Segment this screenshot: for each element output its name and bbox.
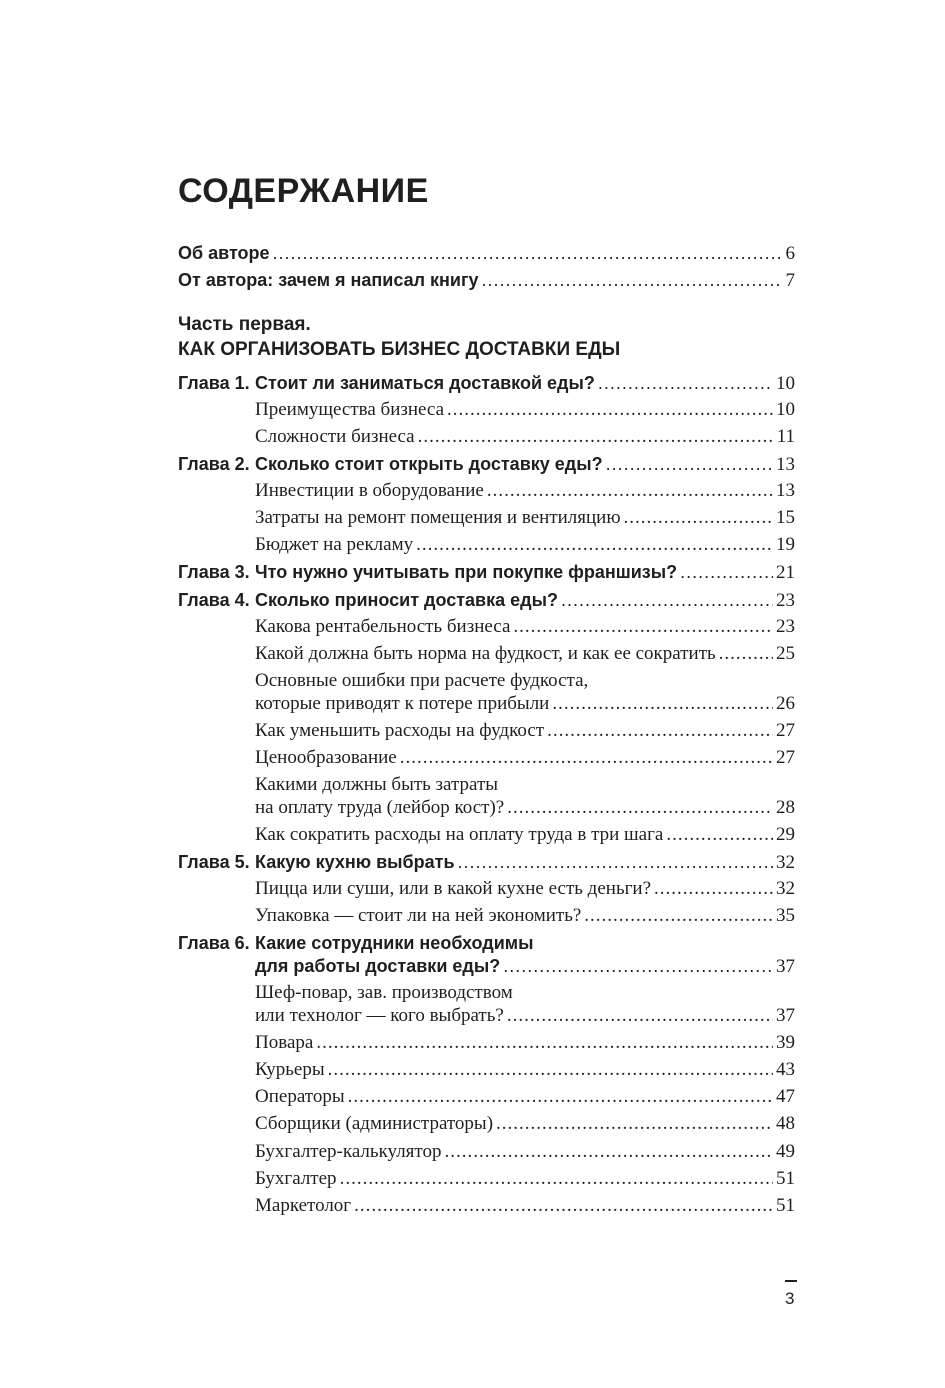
chapter-number: Глава 6. <box>178 933 250 953</box>
dot-leader <box>400 746 773 770</box>
section-title: Повара <box>255 1032 314 1053</box>
toc-entry-title: Об авторе <box>178 243 270 263</box>
part-title: КАК ОРГАНИЗОВАТЬ БИЗНЕС ДОСТАВКИ ЕДЫ <box>178 339 621 360</box>
section-title: Какова рентабельность бизнеса <box>255 616 511 637</box>
dot-leader <box>328 1058 773 1082</box>
section-title: или технолог — кого выбрать? <box>255 1005 504 1026</box>
section-title: Пицца или суши, или в какой кухне есть деньги? <box>255 878 652 899</box>
toc-page-number: 13 <box>776 480 795 501</box>
dot-leader <box>273 241 783 265</box>
page-number-dash <box>785 1280 797 1282</box>
toc-section[interactable] <box>178 1167 795 1191</box>
dot-leader <box>487 479 773 503</box>
chapter-number: Глава 4. <box>178 590 250 610</box>
page-number: 3 <box>785 1289 795 1308</box>
dot-leader <box>552 692 773 716</box>
toc-section[interactable] <box>178 823 795 847</box>
toc-section[interactable] <box>178 1112 795 1136</box>
dot-leader <box>482 268 783 292</box>
toc-section[interactable] <box>178 1085 795 1109</box>
section-title: Затраты на ремонт помещения и вентиляцию <box>255 507 621 528</box>
section-title-line1: Какими должны быть затраты <box>255 774 499 795</box>
section-title: Бюджет на рекламу <box>255 534 414 555</box>
dot-leader <box>606 452 773 476</box>
dot-leader <box>507 796 773 820</box>
section-title: Упаковка — стоит ли на ней экономить? <box>255 905 582 926</box>
dot-leader <box>561 588 773 612</box>
section-title: Маркетолог <box>255 1195 352 1216</box>
section-title: на оплату труда (лейбор кост)? <box>255 797 505 818</box>
toc-section[interactable] <box>178 1194 795 1218</box>
toc-entry-from-author[interactable] <box>178 268 795 293</box>
dot-leader <box>348 1085 773 1109</box>
toc-section[interactable] <box>178 533 795 557</box>
toc-section[interactable] <box>178 904 795 928</box>
toc-page-number: 7 <box>785 270 795 291</box>
toc-section[interactable] <box>178 1031 795 1055</box>
section-title: Как уменьшить расходы на фудкост <box>255 720 545 741</box>
section-title: Какой должна быть норма на фудкост, и как ее сократить <box>255 643 716 664</box>
dot-leader <box>624 506 773 530</box>
dot-leader <box>316 1031 773 1055</box>
toc-section[interactable] <box>178 425 795 449</box>
section-title: Курьеры <box>255 1059 325 1080</box>
dot-leader <box>547 719 773 743</box>
toc-section[interactable] <box>178 506 795 530</box>
toc-section[interactable] <box>178 642 795 666</box>
toc-section[interactable] <box>178 479 795 503</box>
section-title: Преимущества бизнеса <box>255 399 445 420</box>
toc-page-number: 43 <box>776 1059 795 1080</box>
toc-section[interactable] <box>178 796 795 820</box>
dot-leader <box>507 1004 773 1028</box>
section-title: Сложности бизнеса <box>255 426 415 447</box>
toc-page-number: 13 <box>776 454 795 475</box>
dot-leader <box>503 954 773 978</box>
toc-page-number: 32 <box>776 878 795 899</box>
toc-section[interactable] <box>178 1140 795 1164</box>
toc-page-number: 39 <box>776 1032 795 1053</box>
toc-chapter-4[interactable] <box>178 588 795 613</box>
toc-page-number: 6 <box>785 243 795 264</box>
toc-page-number: 26 <box>776 693 795 714</box>
toc-page-number: 29 <box>776 824 795 845</box>
dot-leader <box>584 904 773 928</box>
toc-section[interactable] <box>178 877 795 901</box>
toc-page-number: 35 <box>776 905 795 926</box>
toc-page-number: 21 <box>776 562 795 583</box>
dot-leader <box>354 1194 773 1218</box>
toc-chapter-6[interactable] <box>178 954 795 979</box>
toc-section[interactable] <box>178 615 795 639</box>
section-title: Бухгалтер-калькулятор <box>255 1141 442 1162</box>
part-label: Часть первая. <box>178 314 311 335</box>
dot-leader <box>340 1167 773 1191</box>
dot-leader <box>447 398 773 422</box>
toc-chapter-2[interactable] <box>178 452 795 477</box>
chapter-title: Что нужно учитывать при покупке франшизы? <box>255 562 678 582</box>
dot-leader <box>666 823 773 847</box>
toc-page-number: 10 <box>776 399 795 420</box>
dot-leader <box>680 560 773 584</box>
toc-chapter-5[interactable] <box>178 850 795 875</box>
section-title: Операторы <box>255 1086 345 1107</box>
page-title: СОДЕРЖАНИЕ <box>178 172 429 210</box>
toc-section[interactable] <box>178 1004 795 1028</box>
section-title: Инвестиции в оборудование <box>255 480 484 501</box>
chapter-number: Глава 1. <box>178 373 250 393</box>
toc-page-number: 19 <box>776 534 795 555</box>
toc-chapter-6-line1[interactable] <box>178 931 795 955</box>
section-title: Ценообразование <box>255 747 397 768</box>
chapter-title: Какую кухню выбрать <box>255 852 455 872</box>
toc-page-number: 51 <box>776 1168 795 1189</box>
toc-page-number: 48 <box>776 1113 795 1134</box>
chapter-title: Стоит ли заниматься доставкой еды? <box>255 373 595 393</box>
toc-page-number: 27 <box>776 747 795 768</box>
dot-leader <box>719 642 773 666</box>
toc-page-number: 15 <box>776 507 795 528</box>
toc-page-number: 25 <box>776 643 795 664</box>
toc-page-number: 51 <box>776 1195 795 1216</box>
dot-leader <box>458 850 773 874</box>
toc-section[interactable] <box>178 692 795 716</box>
toc-section[interactable] <box>178 398 795 422</box>
dot-leader <box>513 615 773 639</box>
toc-chapter-3[interactable] <box>178 560 795 585</box>
toc-page-number: 47 <box>776 1086 795 1107</box>
section-title-line1: Основные ошибки при расчете фудкоста, <box>255 670 589 691</box>
toc-page-number: 10 <box>776 373 795 394</box>
section-title: которые приводят к потере прибыли <box>255 693 550 714</box>
toc-page-number: 23 <box>776 590 795 611</box>
toc-page-number: 37 <box>776 1005 795 1026</box>
chapter-number: Глава 2. <box>178 454 250 474</box>
section-title: Сборщики (администраторы) <box>255 1113 494 1134</box>
dot-leader <box>416 533 773 557</box>
toc-chapter-1[interactable] <box>178 371 795 396</box>
toc-section[interactable] <box>178 1058 795 1082</box>
toc-page-number: 28 <box>776 797 795 818</box>
toc-entry-about-author[interactable] <box>178 241 795 266</box>
chapter-title-line1: Какие сотрудники необходимы <box>255 933 534 953</box>
dot-leader <box>496 1112 773 1136</box>
toc-page-number: 23 <box>776 616 795 637</box>
dot-leader <box>654 877 773 901</box>
toc-entry-title: От автора: зачем я написал книгу <box>178 270 479 290</box>
toc-section[interactable] <box>178 719 795 743</box>
section-title-line1: Шеф-повар, зав. производством <box>255 982 513 1003</box>
chapter-title: для работы доставки еды? <box>255 956 501 976</box>
section-title: Бухгалтер <box>255 1168 337 1189</box>
dot-leader <box>444 1140 773 1164</box>
dot-leader <box>418 425 774 449</box>
section-title: Как сократить расходы на оплату труда в три шага <box>255 824 664 845</box>
toc-section[interactable] <box>178 746 795 770</box>
toc-page-number: 49 <box>776 1141 795 1162</box>
toc-page-number: 11 <box>776 426 795 447</box>
chapter-title: Сколько стоит открыть доставку еды? <box>255 454 603 474</box>
toc-page-number: 37 <box>776 956 795 977</box>
toc-page-number: 27 <box>776 720 795 741</box>
chapter-number: Глава 5. <box>178 852 250 872</box>
dot-leader <box>598 371 773 395</box>
chapter-title: Сколько приносит доставка еды? <box>255 590 558 610</box>
chapter-number: Глава 3. <box>178 562 250 582</box>
toc-page-number: 32 <box>776 852 795 873</box>
